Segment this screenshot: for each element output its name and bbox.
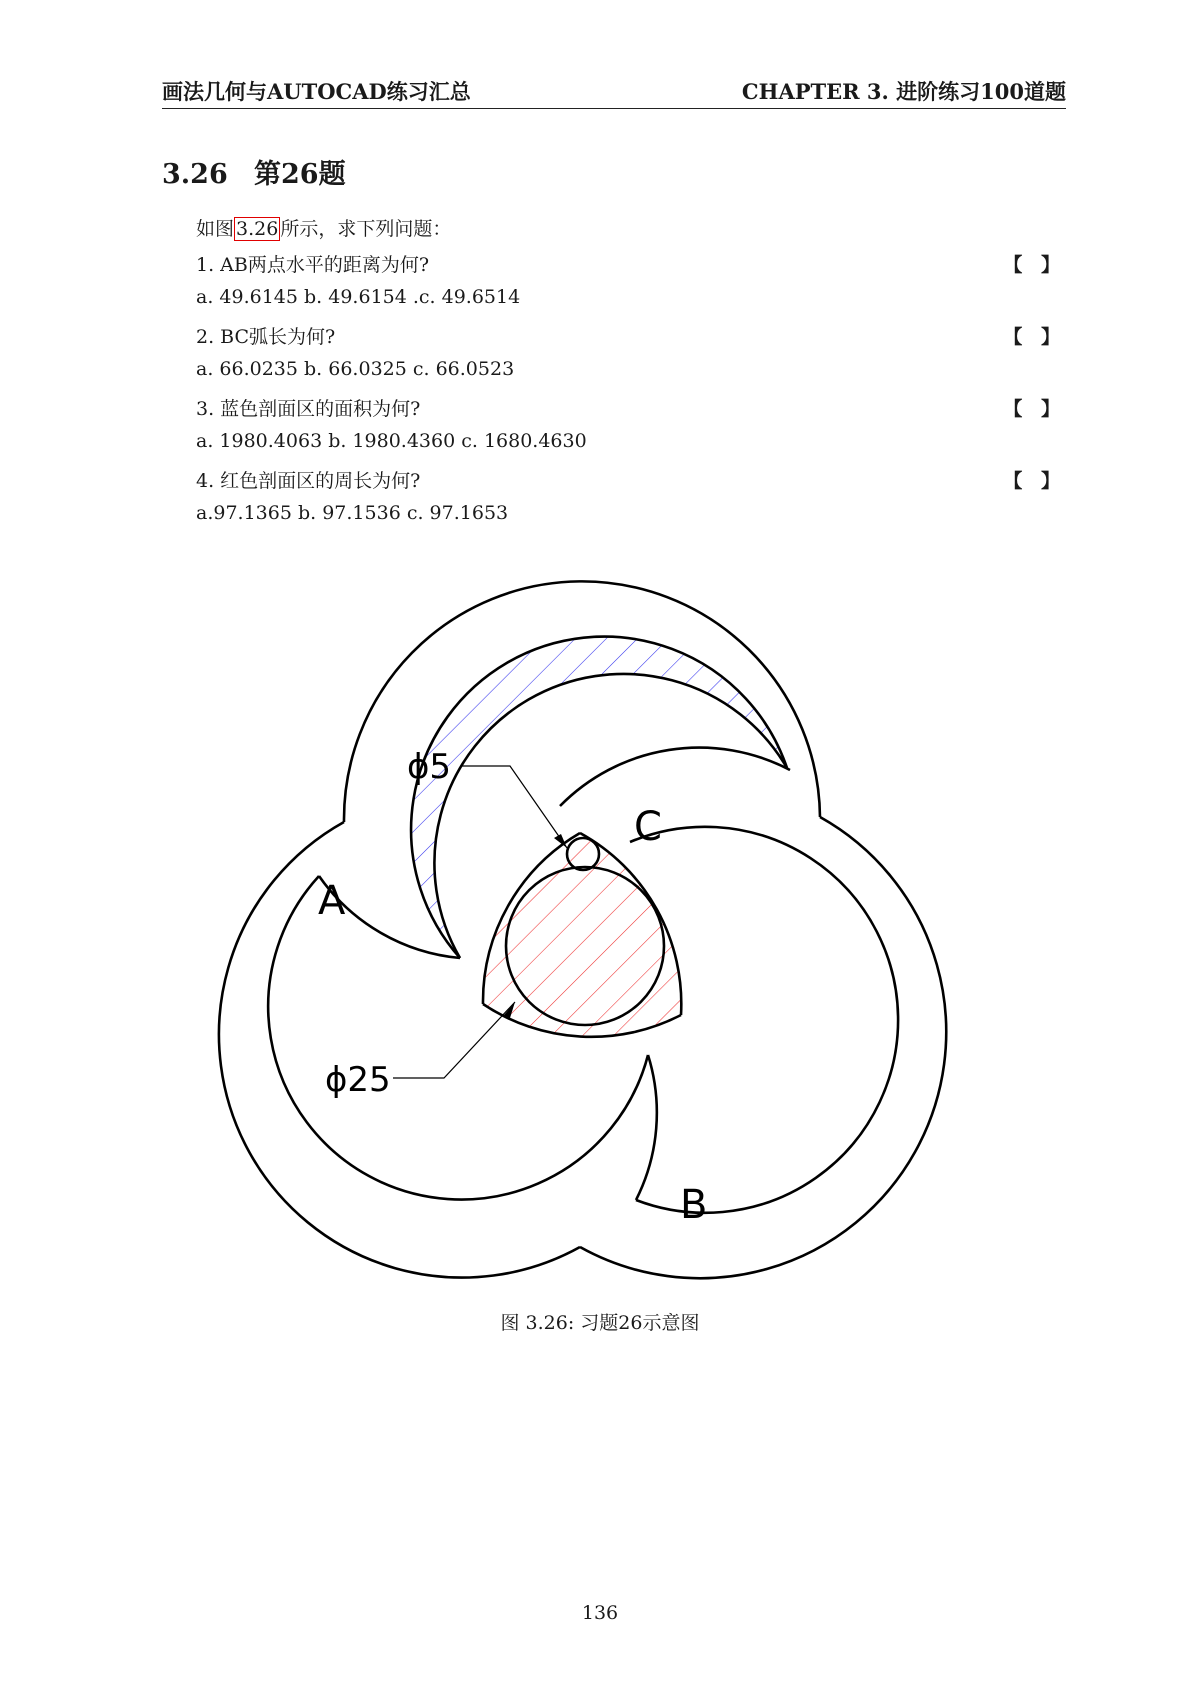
options-2: a. 66.0235 b. 66.0325 c. 66.0523 [196, 358, 515, 380]
question-2: 2. BC弧长为何? [196, 326, 336, 348]
bottom-notch-arc [636, 1055, 657, 1200]
options-4: a.97.1365 b. 97.1536 c. 97.1653 [196, 502, 509, 524]
answer-bracket-4: 【 】 [1003, 470, 1066, 492]
answer-bracket-1: 【 】 [1003, 254, 1066, 276]
question-3: 3. 蓝色剖面区的面积为何? [196, 398, 421, 420]
point-label-b: B [680, 1182, 708, 1228]
question-1: 1. AB两点水平的距离为何? [196, 254, 430, 276]
options-1: a. 49.6145 b. 49.6154 .c. 49.6514 [196, 286, 521, 308]
header-book-title: 画法几何与AUTOCAD练习汇总 [162, 79, 471, 104]
figure-caption: 图 3.26: 习题26示意图 [500, 1312, 700, 1334]
leader-small-circle [460, 766, 567, 848]
point-label-a: A [318, 878, 346, 924]
point-label-c: C [634, 804, 662, 850]
answer-bracket-3: 【 】 [1003, 398, 1066, 420]
dimension-label-large: ϕ25 [325, 1060, 391, 1100]
center-top-arc [560, 748, 790, 806]
page-number: 136 [581, 1602, 619, 1624]
intro-after: 所示，求下列问题： [280, 218, 452, 240]
intro-before: 如图 [196, 218, 235, 240]
options-3: a. 1980.4063 b. 1980.4360 c. 1680.4630 [196, 430, 587, 452]
question-4: 4. 红色剖面区的周长为何? [196, 470, 421, 492]
dimension-label-small: ϕ5 [407, 747, 452, 787]
header-chapter-title: CHAPTER 3. 进阶练习100道题 [741, 79, 1066, 104]
section-number: 3.26 [162, 159, 228, 190]
answer-bracket-2: 【 】 [1003, 326, 1066, 348]
section-title: 第26题 [254, 159, 346, 190]
figure-reference-link[interactable]: 3.26 [236, 218, 279, 240]
